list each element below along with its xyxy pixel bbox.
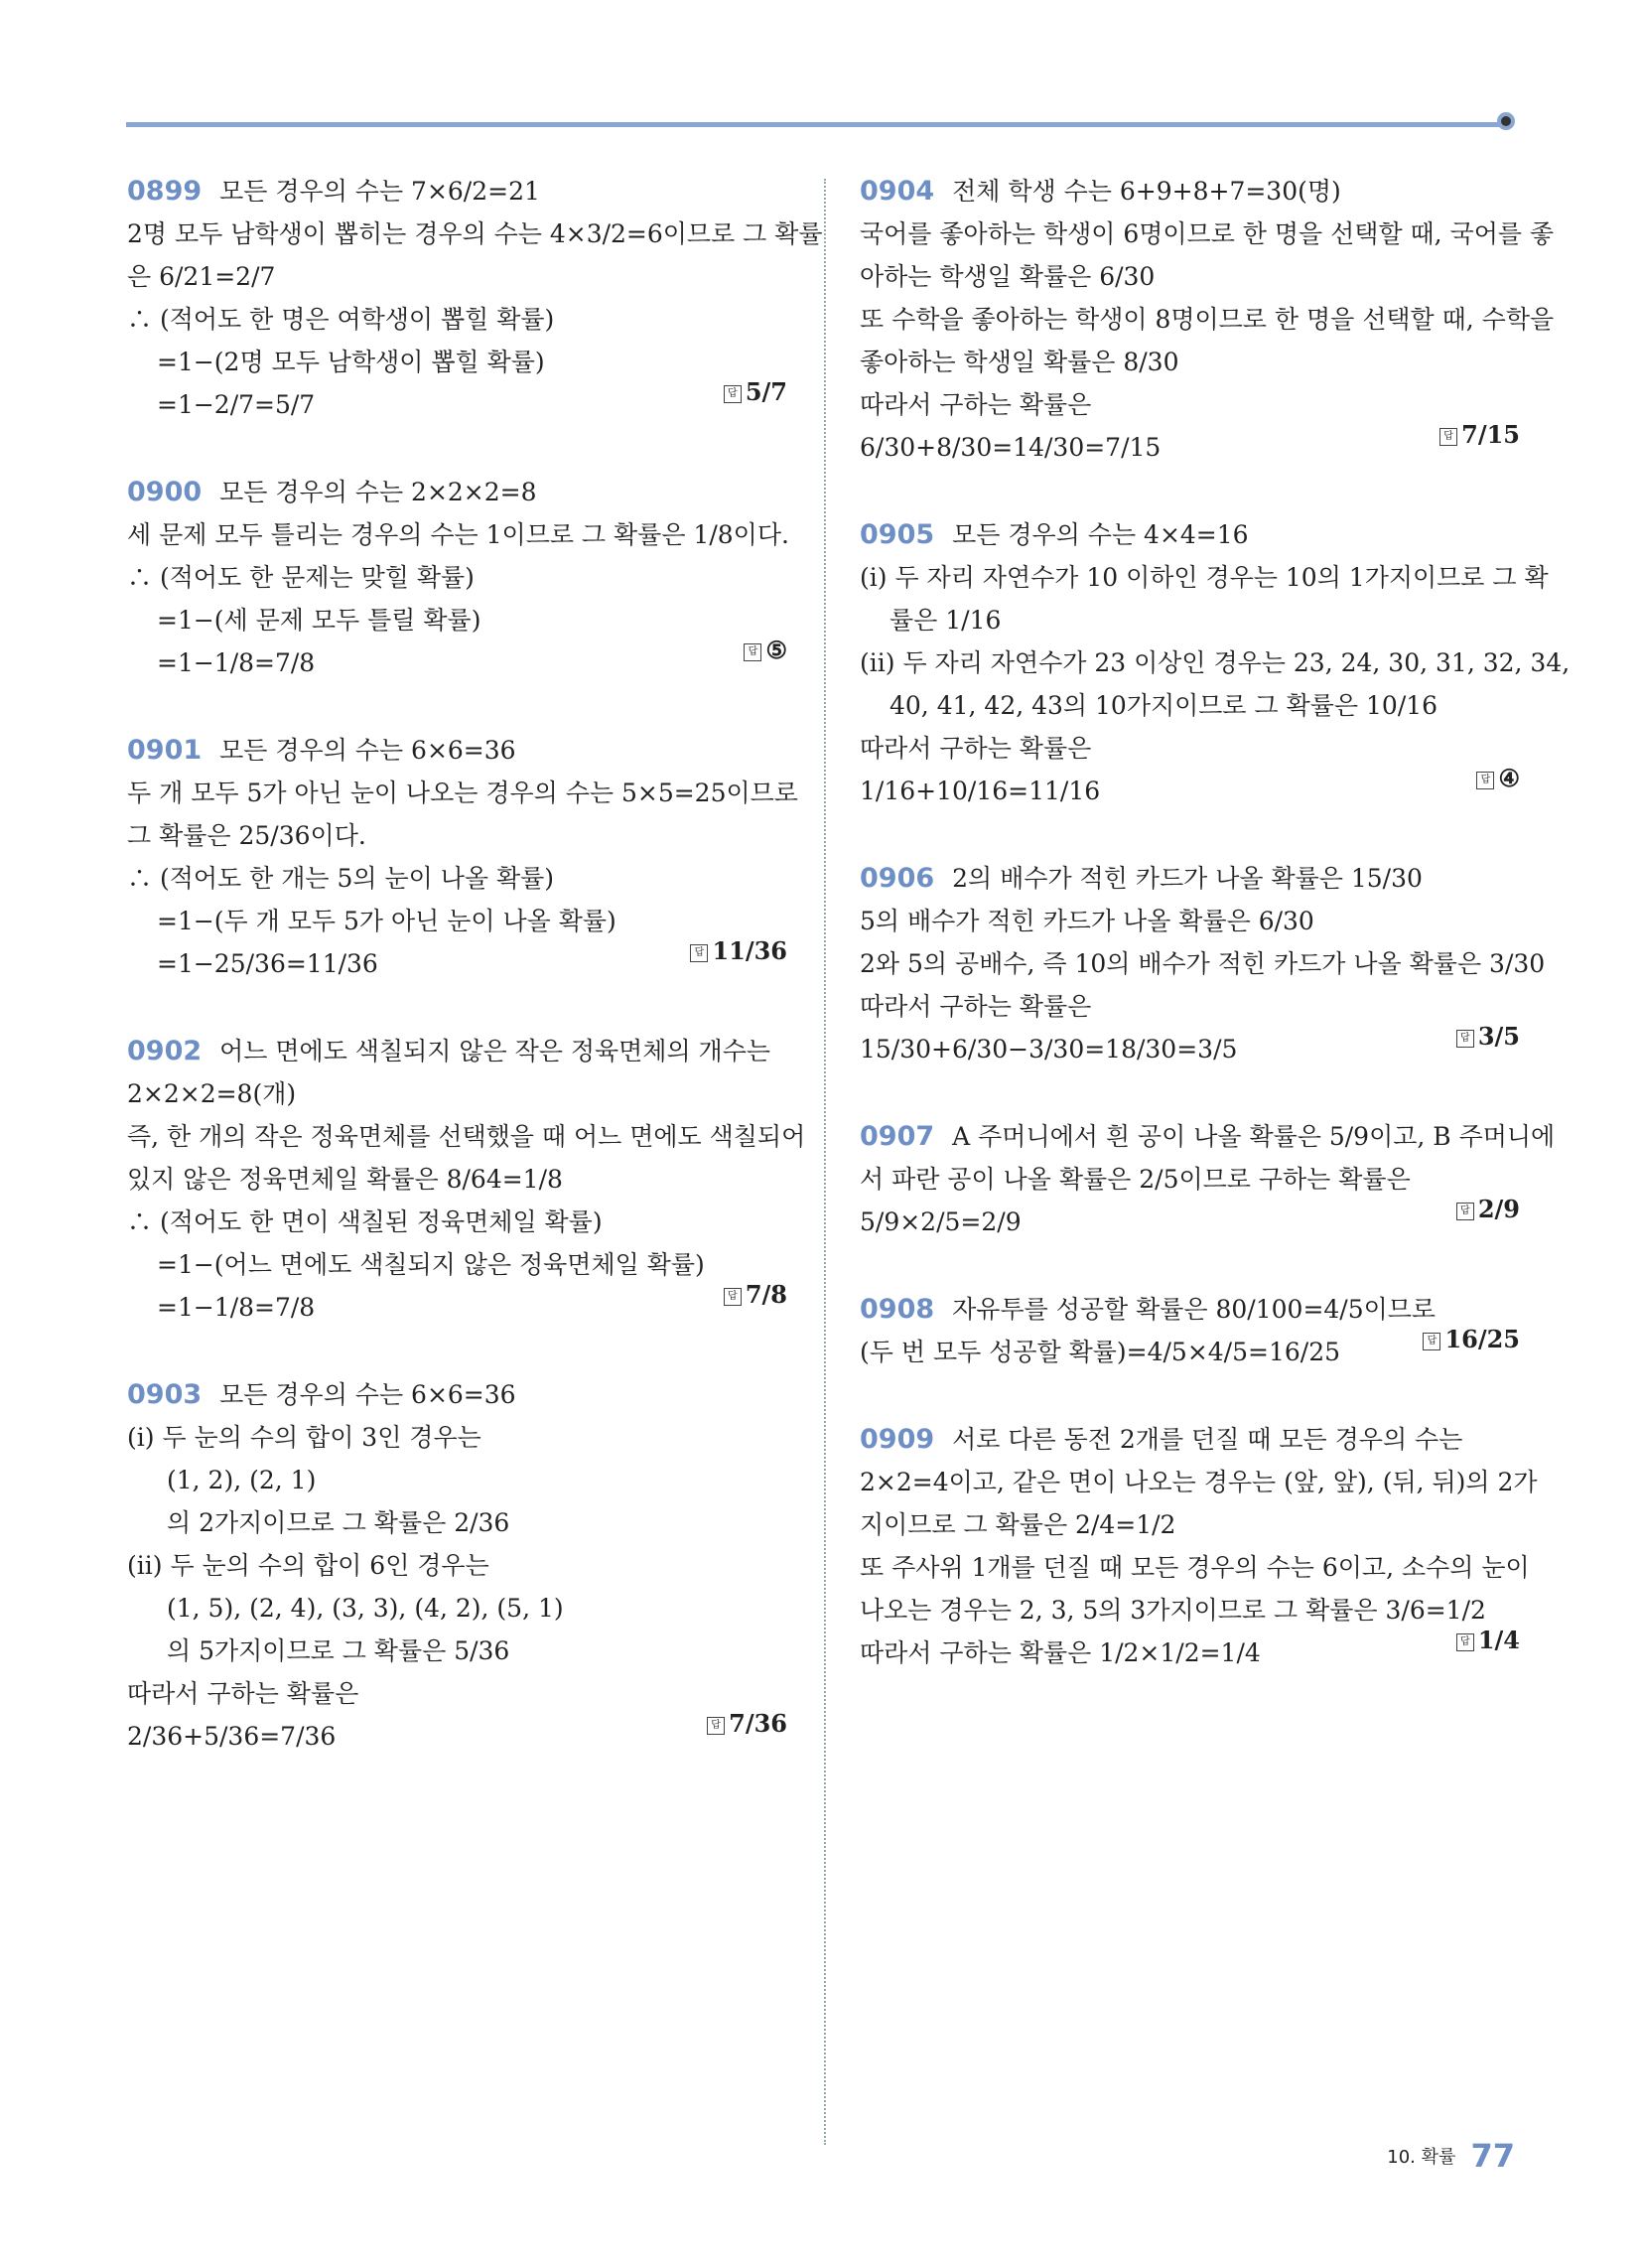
line-text: 아하는 학생일 확률은 6/30 [860, 262, 1156, 291]
problem-number: 0899 [127, 176, 203, 207]
line-text: 2/36+5/36=7/36 [127, 1722, 337, 1751]
solution-line [860, 520, 1520, 550]
answer-mark-icon: 답 [1456, 1030, 1474, 1048]
answer [724, 377, 787, 406]
line-text: ∴ (적어도 한 문제는 맞힐 확률) [127, 563, 475, 592]
solution-line [127, 1380, 787, 1410]
line-text: 전체 학생 수는 6+9+8+7=30(명) [952, 177, 1341, 206]
line-text: 따라서 구하는 확률은 [860, 734, 1092, 763]
solution-line [860, 177, 1520, 207]
line-text: ∴ (적어도 한 명은 여학생이 뽑힐 확률) [127, 305, 555, 334]
problem-number: 0905 [860, 519, 935, 550]
solution-line [860, 1035, 1520, 1064]
line-text: 어느 면에도 색칠되지 않은 작은 정육면체의 개수는 [219, 1037, 770, 1065]
chapter-label: 10. 확률 [1387, 2147, 1456, 2168]
page-footer [1387, 2137, 1515, 2175]
line-text: (1, 5), (2, 4), (3, 3), (4, 2), (5, 1) [167, 1594, 564, 1623]
answer-mark-icon: 답 [1439, 428, 1457, 446]
solution-line [127, 1250, 787, 1280]
line-text: 5/9×2/5=2/9 [860, 1207, 1022, 1236]
column-divider [824, 179, 826, 2145]
problem-number: 0900 [127, 477, 203, 507]
solution-0907 [860, 1121, 1556, 1237]
problem-number: 0904 [860, 176, 935, 207]
solution-0905 [860, 519, 1571, 806]
solution-line [127, 1679, 787, 1709]
solution-line [127, 864, 787, 894]
line-text: 따라서 구하는 확률은 [127, 1679, 359, 1708]
answer [1456, 1195, 1520, 1223]
line-text: 모든 경우의 수는 6×6=36 [219, 1380, 516, 1409]
problem-number: 0908 [860, 1294, 935, 1325]
problem-number: 0901 [127, 735, 203, 766]
line-text: 5의 배수가 적힌 카드가 나올 확률은 6/30 [860, 907, 1314, 935]
line-text: 1/16+10/16=11/16 [860, 777, 1101, 805]
answer-mark-icon: 답 [1456, 1633, 1474, 1651]
answer-value: ④ [1498, 764, 1520, 792]
line-text: =1−(세 문제 모두 틀릴 확률) [157, 606, 481, 635]
solution-line [127, 1037, 787, 1066]
solution-line [127, 1122, 806, 1152]
answer-value: 11/36 [712, 936, 787, 965]
line-text: =1−25/36=11/36 [157, 949, 378, 978]
solution-0899 [127, 176, 823, 420]
solution-line [860, 1468, 1538, 1497]
solution-line [127, 1636, 787, 1666]
answer-mark-icon: 답 [1476, 772, 1494, 789]
line-text: 서로 다른 동전 2개를 던질 때 모든 경우의 수는 [952, 1425, 1463, 1454]
solution-line [860, 648, 1571, 678]
line-text: (i) 두 자리 자연수가 10 이하인 경우는 10의 1가지이므로 그 확 [860, 563, 1549, 592]
solution-line [127, 779, 798, 808]
line-text: 모든 경우의 수는 2×2×2=8 [219, 478, 537, 506]
solution-line [860, 348, 1520, 377]
answer-value: 7/36 [729, 1709, 787, 1738]
solution-line [860, 1207, 1520, 1237]
solution-line [127, 1079, 787, 1109]
answer-mark-icon: 답 [1456, 1203, 1474, 1220]
answer [1476, 764, 1520, 792]
header-rule-end-dot [1497, 112, 1515, 130]
line-text: (ii) 두 자리 자연수가 23 이상인 경우는 23, 24, 30, 31, 32, 34, [860, 648, 1571, 677]
line-text: ∴ (적어도 한 개는 5의 눈이 나올 확률) [127, 864, 554, 893]
line-text: 6/30+8/30=14/30=7/15 [860, 433, 1162, 462]
line-text: 나오는 경우는 2, 3, 5의 3가지이므로 그 확률은 3/6=1/2 [860, 1596, 1486, 1625]
line-text: 의 2가지이므로 그 확률은 2/36 [167, 1508, 510, 1537]
line-text: 률은 1/16 [889, 606, 1002, 635]
solution-line [127, 1508, 787, 1538]
solution-line [127, 736, 787, 766]
line-text: 또 주사위 1개를 던질 때 모든 경우의 수는 6이고, 소수의 눈이 [860, 1553, 1530, 1582]
solution-0903 [127, 1380, 787, 1752]
answer [724, 1280, 787, 1309]
line-text: (1, 2), (2, 1) [167, 1466, 317, 1494]
line-text: 따라서 구하는 확률은 1/2×1/2=1/4 [860, 1638, 1261, 1667]
solution-line [860, 606, 1520, 636]
line-text: 지이므로 그 확률은 2/4=1/2 [860, 1510, 1176, 1539]
answer-mark-icon: 답 [707, 1717, 725, 1735]
right-column [860, 176, 1571, 1726]
line-text: =1−1/8=7/8 [157, 648, 316, 677]
solution-line [860, 305, 1555, 335]
solution-line [127, 606, 787, 636]
line-text: 따라서 구하는 확률은 [860, 390, 1092, 419]
line-text: 그 확률은 25/36이다. [127, 821, 366, 850]
line-text: 2의 배수가 적힌 카드가 나올 확률은 15/30 [952, 864, 1423, 893]
problem-number: 0909 [860, 1424, 935, 1455]
solution-line [127, 1423, 787, 1453]
solution-0908 [860, 1295, 1520, 1367]
line-text: 두 개 모두 5가 아닌 눈이 나오는 경우의 수는 5×5=25이므로 [127, 779, 798, 807]
solution-line [860, 1295, 1520, 1325]
answer-mark-icon: 답 [724, 385, 742, 403]
left-column [127, 176, 823, 1809]
answer-mark-icon: 답 [690, 944, 708, 962]
solution-line [127, 1551, 787, 1581]
line-text: (두 번 모두 성공할 확률)=4/5×4/5=16/25 [860, 1338, 1341, 1366]
answer-mark-icon: 답 [744, 643, 761, 661]
line-text: =1−(2명 모두 남학생이 뽑힐 확률) [157, 348, 545, 376]
solution-line [860, 907, 1520, 936]
answer-value: 7/15 [1461, 420, 1520, 449]
line-text: (ii) 두 눈의 수의 합이 6인 경우는 [127, 1551, 489, 1580]
solution-line [860, 1338, 1520, 1367]
solution-0902 [127, 1036, 806, 1323]
answer [690, 936, 787, 965]
line-text: =1−(어느 면에도 색칠되지 않은 정육면체일 확률) [157, 1250, 705, 1279]
answer-value: 3/5 [1477, 1022, 1520, 1051]
solution-line [860, 1121, 1556, 1152]
solution-0909 [860, 1424, 1538, 1668]
solution-line [860, 1596, 1520, 1626]
solution-line [127, 520, 787, 550]
solution-line [860, 262, 1520, 292]
solution-0901 [127, 735, 798, 979]
problem-number: 0907 [860, 1121, 935, 1152]
answer [1423, 1325, 1520, 1353]
line-text: 즉, 한 개의 작은 정육면체를 선택했을 때 어느 면에도 색칠되어 [127, 1122, 806, 1151]
answer-value: 16/25 [1444, 1325, 1520, 1353]
solution-line [127, 1722, 787, 1752]
answer [1456, 1626, 1520, 1654]
solution-line [860, 1510, 1520, 1540]
solution-line [860, 390, 1520, 420]
solution-line [127, 219, 823, 249]
solution-line [860, 992, 1520, 1022]
line-text: 모든 경우의 수는 4×4=16 [952, 520, 1249, 549]
line-text: 세 문제 모두 틀리는 경우의 수는 1이므로 그 확률은 1/8이다. [127, 520, 789, 549]
solution-0904 [860, 176, 1555, 463]
solution-line [127, 1293, 787, 1323]
solution-line [127, 390, 787, 420]
solution-line [860, 691, 1520, 721]
solution-line [127, 563, 787, 593]
line-text: =1−(두 개 모두 5가 아닌 눈이 나올 확률) [157, 907, 616, 935]
problem-number: 0902 [127, 1036, 203, 1066]
answer-mark-icon: 답 [724, 1288, 742, 1306]
solution-line [127, 478, 787, 507]
solution-line [860, 1425, 1520, 1455]
solution-line [860, 563, 1549, 593]
solution-line [860, 433, 1520, 463]
line-text: 자유투를 성공할 확률은 80/100=4/5이므로 [952, 1295, 1437, 1324]
line-text: 또 수학을 좋아하는 학생이 8명이므로 한 명을 선택할 때, 수학을 [860, 305, 1555, 334]
line-text: 40, 41, 42, 43의 10가지이므로 그 확률은 10/16 [889, 691, 1438, 720]
line-text: ∴ (적어도 한 면이 색칠된 정육면체일 확률) [127, 1207, 603, 1236]
problem-number: 0906 [860, 863, 935, 894]
solution-line [860, 734, 1520, 764]
answer-value: ⑤ [765, 636, 787, 664]
line-text: 2명 모두 남학생이 뽑히는 경우의 수는 4×3/2=6이므로 그 확률 [127, 219, 823, 248]
line-text: =1−2/7=5/7 [157, 390, 316, 419]
line-text: 좋아하는 학생일 확률은 8/30 [860, 348, 1179, 376]
solution-0906 [860, 863, 1546, 1064]
answer-mark-icon: 답 [1423, 1333, 1440, 1350]
answer [744, 636, 787, 664]
page-number: 77 [1470, 2137, 1515, 2175]
line-text: 의 5가지이므로 그 확률은 5/36 [167, 1636, 510, 1665]
solution-line [860, 777, 1520, 806]
line-text: 2와 5의 공배수, 즉 10의 배수가 적힌 카드가 나올 확률은 3/30 [860, 949, 1546, 978]
line-text: 따라서 구하는 확률은 [860, 992, 1092, 1021]
solution-line [127, 949, 787, 979]
line-text: 모든 경우의 수는 6×6=36 [219, 736, 516, 765]
solution-line [127, 907, 787, 936]
answer [1439, 420, 1520, 449]
answer-value: 5/7 [745, 377, 787, 406]
solution-line [860, 1165, 1520, 1195]
solution-line [860, 949, 1546, 979]
solution-line [127, 262, 787, 292]
problem-number: 0903 [127, 1379, 203, 1410]
line-text: 모든 경우의 수는 7×6/2=21 [219, 177, 540, 206]
line-text: 국어를 좋아하는 학생이 6명이므로 한 명을 선택할 때, 국어를 좋 [860, 219, 1555, 248]
line-text: A 주머니에서 흰 공이 나올 확률은 5/9이고, B 주머니에 [952, 1122, 1556, 1151]
line-text: 은 6/21=2/7 [127, 262, 276, 291]
solution-line [127, 177, 787, 207]
line-text: 있지 않은 정육면체일 확률은 8/64=1/8 [127, 1165, 563, 1194]
solution-line [860, 864, 1520, 894]
solution-line [127, 1466, 787, 1495]
header-rule [126, 122, 1508, 127]
solution-line [127, 821, 787, 851]
solution-line [127, 305, 787, 335]
solution-line [127, 648, 787, 678]
solution-0900 [127, 478, 787, 678]
solution-line [127, 1165, 787, 1195]
answer [707, 1709, 787, 1738]
solution-line [127, 1207, 787, 1237]
solution-line [127, 348, 787, 377]
line-text: 2×2×2=8(개) [127, 1079, 297, 1108]
line-text: 서 파란 공이 나올 확률은 2/5이므로 구하는 확률은 [860, 1165, 1411, 1194]
answer [1456, 1022, 1520, 1051]
line-text: 2×2=4이고, 같은 면이 나오는 경우는 (앞, 앞), (뒤, 뒤)의 2가 [860, 1468, 1538, 1496]
line-text: (i) 두 눈의 수의 합이 3인 경우는 [127, 1423, 481, 1452]
answer-value: 1/4 [1477, 1626, 1520, 1654]
line-text: 15/30+6/30−3/30=18/30=3/5 [860, 1035, 1238, 1063]
solution-line [860, 219, 1555, 249]
answer-value: 2/9 [1477, 1195, 1520, 1223]
solution-line [127, 1594, 787, 1624]
answer-value: 7/8 [745, 1280, 787, 1309]
solution-line [860, 1553, 1530, 1583]
solution-line [860, 1638, 1520, 1668]
line-text: =1−1/8=7/8 [157, 1293, 316, 1322]
